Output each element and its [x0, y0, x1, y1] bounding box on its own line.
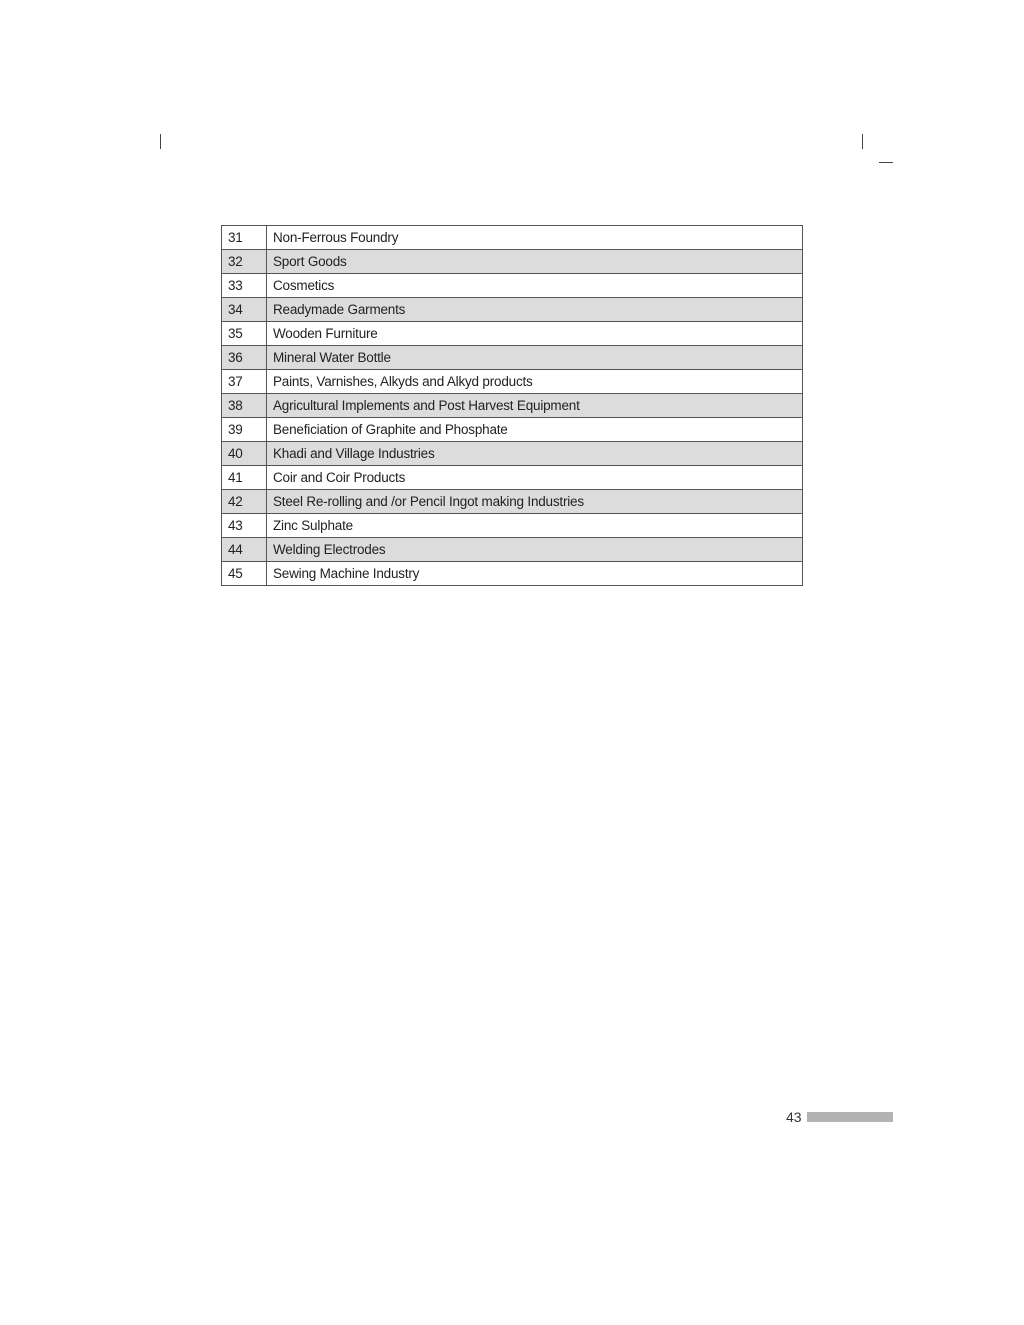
row-label: Steel Re-rolling and /or Pencil Ingot making Industries	[267, 490, 803, 514]
table-row	[222, 442, 803, 466]
table-row	[222, 298, 803, 322]
row-number: 42	[222, 490, 267, 514]
row-label: Paints, Varnishes, Alkyds and Alkyd products	[267, 370, 803, 394]
row-label: Cosmetics	[267, 274, 803, 298]
row-number: 31	[222, 226, 267, 250]
row-label: Coir and Coir Products	[267, 466, 803, 490]
table-row	[222, 418, 803, 442]
row-number: 40	[222, 442, 267, 466]
row-number: 35	[222, 322, 267, 346]
table-row	[222, 274, 803, 298]
table-row	[222, 562, 803, 586]
row-number: 33	[222, 274, 267, 298]
table-row	[222, 370, 803, 394]
table-row	[222, 346, 803, 370]
table-row	[222, 394, 803, 418]
row-label: Beneficiation of Graphite and Phosphate	[267, 418, 803, 442]
table-row	[222, 226, 803, 250]
row-number: 43	[222, 514, 267, 538]
row-label: Welding Electrodes	[267, 538, 803, 562]
row-number: 36	[222, 346, 267, 370]
crop-mark-left	[160, 134, 161, 149]
row-label: Zinc Sulphate	[267, 514, 803, 538]
industry-table-body	[222, 226, 803, 586]
page-number-bar	[807, 1112, 893, 1122]
table-row	[222, 490, 803, 514]
table-row	[222, 466, 803, 490]
row-number: 34	[222, 298, 267, 322]
industry-table	[221, 225, 803, 586]
page-number: 43	[786, 1109, 802, 1125]
row-number: 38	[222, 394, 267, 418]
row-number: 32	[222, 250, 267, 274]
crop-mark-right-horizontal	[879, 162, 893, 163]
row-number: 37	[222, 370, 267, 394]
row-number: 45	[222, 562, 267, 586]
row-label: Khadi and Village Industries	[267, 442, 803, 466]
crop-mark-right	[862, 134, 863, 149]
table-row	[222, 538, 803, 562]
row-number: 41	[222, 466, 267, 490]
row-label: Sewing Machine Industry	[267, 562, 803, 586]
row-label: Sport Goods	[267, 250, 803, 274]
row-label: Non-Ferrous Foundry	[267, 226, 803, 250]
row-number: 44	[222, 538, 267, 562]
table-row	[222, 514, 803, 538]
row-label: Mineral Water Bottle	[267, 346, 803, 370]
row-label: Readymade Garments	[267, 298, 803, 322]
table-row	[222, 250, 803, 274]
row-number: 39	[222, 418, 267, 442]
row-label: Agricultural Implements and Post Harvest Equipment	[267, 394, 803, 418]
table-row	[222, 322, 803, 346]
row-label: Wooden Furniture	[267, 322, 803, 346]
